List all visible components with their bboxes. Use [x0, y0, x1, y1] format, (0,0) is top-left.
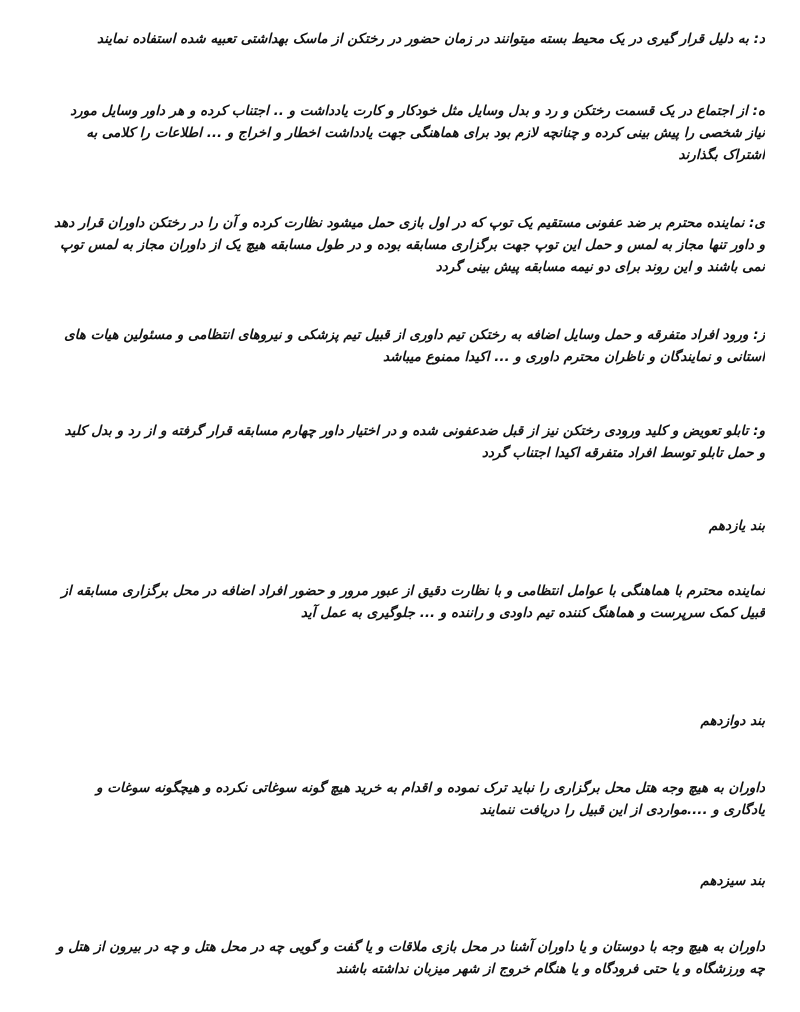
- paragraph-line: نماینده محترم با هماهنگی با عوامل انتظامی و با نظارت دقیق از عبور مرور و حضور افراد اضافه در محل برگزاری مسابقه از: [61, 583, 765, 599]
- paragraph-ze: [30, 324, 765, 368]
- paragraph-line: چه ورزشگاه و یا حتی فرودگاه و یا هنگام خروج از شهر میزبان نداشته باشند: [336, 961, 765, 977]
- paragraph-line: د: به دلیل قرار گیری در یک محیط بسته میتوانند در زمان حضور در رختکن از ماسک بهداشتی تعبیه شده استفاده نمایند: [97, 31, 765, 47]
- section-heading-eleven: بند یازدهم: [708, 518, 765, 534]
- section-heading-twelve: بند دوازدهم: [700, 713, 765, 729]
- paragraph-line: ه: از اجتماع در یک قسمت رختکن و رد و بدل وسایل مثل خودکار و کارت یادداشت و .. اجتناب کرده و هر داور وسایل مورد: [70, 103, 765, 119]
- paragraph-line: ی: نماینده محترم بر ضد عفونی مستقیم یک توپ که در اول بازی حمل میشود نظارت کرده و آن را در رختکن داوران قرار دهد: [54, 215, 765, 231]
- paragraph-line: و حمل تابلو توسط افراد متفرقه اکیدا اجتناب گردد: [481, 445, 765, 461]
- paragraph-line: قبیل کمک سرپرست و هماهنگ کننده تیم داودی و راننده و ... جلوگیری به عمل آید: [300, 605, 765, 621]
- paragraph-line: استانی و نمایندگان و ناظران محترم داوری و ... اکیدا ممنوع میباشد: [383, 349, 765, 365]
- paragraph-line: داوران به هیچ وجه با دوستان و یا داوران آشنا در محل بازی ملاقات و یا گفت و گویی چه در محل هتل و چه در بیرون از هتل و: [57, 939, 765, 955]
- paragraph-vav: [30, 420, 765, 464]
- paragraph-ye: [30, 212, 765, 278]
- paragraph-he: [30, 100, 765, 166]
- paragraph-line: اشتراک بگذارند: [678, 147, 765, 163]
- section-body-twelve: [30, 777, 765, 821]
- section-body-eleven: [30, 580, 765, 624]
- paragraph-line: نمی باشند و این روند برای دو نیمه مسابقه پیش بینی گردد: [435, 259, 765, 275]
- paragraph-line: یادگاری و ....مواردی از این قبیل را دریافت ننمایند: [479, 802, 765, 818]
- paragraph-line: و داور تنها مجاز به لمس و حمل این توپ جهت برگزاری مسابقه بوده و در طول مسابقه هیچ یک از داوران مجاز به لمس توپ: [60, 237, 765, 253]
- paragraph-dal: [30, 28, 765, 50]
- paragraph-line: ز: ورود افراد متفرقه و حمل وسایل اضافه به رختکن تیم داوری از قبیل تیم پزشکی و نیروهای انتظامی و مسئولین هیات های: [64, 327, 765, 343]
- paragraph-line: نیاز شخصی را پیش بینی کرده و چنانچه لازم بود برای هماهنگی جهت یادداشت اخطار و اخراج و ... اطلاعات را کلامی به: [86, 125, 765, 141]
- section-body-thirteen: [30, 936, 765, 980]
- section-heading-thirteen: بند سیزدهم: [700, 873, 765, 889]
- paragraph-line: و: تابلو تعویض و کلید ورودی رختکن نیز از قبل ضدعفونی شده و در اختیار داور چهارم مسابقه قرار گرفته و از رد و بدل کلید: [64, 423, 765, 439]
- paragraph-line: داوران به هیچ وجه هتل محل برگزاری را نباید ترک نموده و اقدام به خرید هیچ گونه سوغاتی نکرده و هیچگونه سوغات و: [96, 780, 765, 796]
